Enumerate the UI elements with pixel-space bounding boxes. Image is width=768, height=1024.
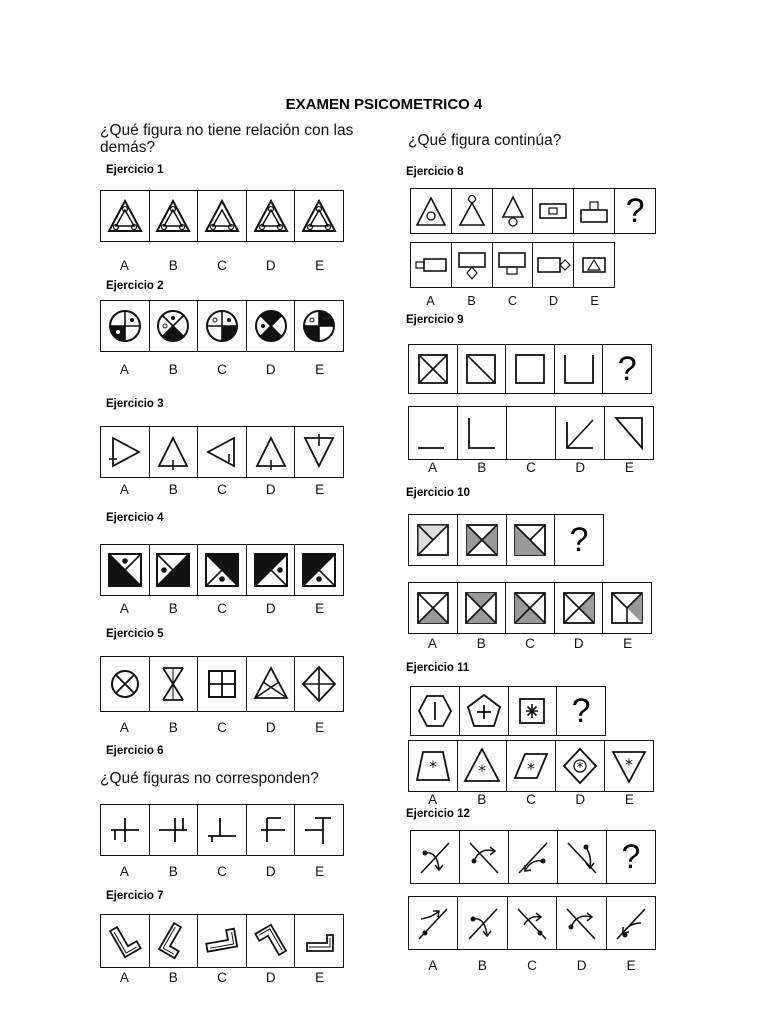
square-x-shaded-icon [463, 521, 501, 559]
e9-seq-1 [409, 345, 457, 393]
e1-option-a[interactable] [101, 191, 149, 241]
letter-b: B [477, 958, 487, 973]
e11-seq-3 [508, 687, 557, 735]
e11-seq-1 [411, 687, 459, 735]
triangle-down-star-icon [609, 746, 649, 786]
arrow-curve-icon [513, 837, 553, 877]
e7-option-e[interactable] [294, 915, 343, 967]
letter-d: D [265, 362, 276, 377]
letter-b: B [168, 970, 178, 985]
letter-b: B [168, 720, 178, 735]
e12-option-e[interactable] [606, 897, 655, 949]
e10-option-c[interactable] [505, 583, 554, 633]
exercise-1-strip [100, 190, 344, 242]
e8-option-a[interactable] [411, 243, 451, 287]
exercise-4-strip [100, 544, 344, 596]
letter-c: C [527, 958, 537, 973]
e11-option-a[interactable] [409, 741, 457, 791]
divided-circle-icon [204, 308, 240, 344]
cross-hook-icon [251, 810, 291, 850]
arrow-curve-icon [561, 903, 601, 943]
letter-e: E [315, 970, 325, 985]
open-square-icon [561, 351, 597, 387]
square-grid-icon [202, 664, 242, 704]
e7-option-b[interactable] [149, 915, 198, 967]
e8-option-b[interactable] [451, 243, 492, 287]
letter-d: D [265, 970, 276, 985]
letter-a: A [428, 460, 438, 475]
cross-hook-icon [153, 810, 193, 850]
e6-option-a[interactable] [101, 805, 149, 855]
page-title: EXAMEN PSICOMETRICO 4 [285, 96, 483, 113]
e2-option-b[interactable] [149, 301, 198, 351]
exercise-4-label: Ejercicio 4 [106, 512, 164, 524]
question-mark: ? [569, 521, 589, 559]
exercise-8-options [410, 242, 615, 288]
corner-diagonal-icon [561, 414, 599, 452]
e1-option-c[interactable] [197, 191, 246, 241]
question-mark: ? [617, 350, 637, 388]
exercise-10-sequence [408, 514, 604, 566]
letter-a: A [119, 362, 129, 377]
triangle-circle-icon [413, 193, 449, 229]
e9-seq-question [602, 345, 651, 393]
e8-seq-5 [573, 189, 614, 233]
letter-d: D [265, 864, 276, 879]
parallelogram-star-icon [511, 746, 551, 786]
e11-option-b[interactable] [457, 741, 506, 791]
letter-c: C [507, 294, 518, 308]
arrow-curve-icon [464, 837, 504, 877]
triangle-circles-icon [105, 196, 145, 236]
letter-c: C [525, 636, 535, 651]
hourglass-icon [153, 664, 193, 704]
e6-option-e[interactable] [294, 805, 343, 855]
e10-option-b[interactable] [457, 583, 506, 633]
e11-option-d[interactable] [555, 741, 604, 791]
exercise-1-label: Ejercicio 1 [106, 164, 164, 176]
exercise-8-label: Ejercicio 8 [406, 166, 464, 178]
divided-circle-icon [155, 308, 191, 344]
exercise-11-label: Ejercicio 11 [406, 662, 470, 674]
question-not-belong: ¿Qué figuras no corresponden? [100, 770, 319, 787]
e8-seq-2 [451, 189, 492, 233]
exercise-3-label: Ejercicio 3 [106, 398, 164, 410]
letter-e: E [315, 258, 325, 273]
e3-option-b[interactable] [149, 427, 198, 477]
triangle-circles-icon [251, 196, 291, 236]
square-shaded-icon [511, 521, 549, 559]
e2-option-d[interactable] [246, 301, 295, 351]
arrow-curve-icon [512, 903, 552, 943]
cross-hook-icon [202, 810, 242, 850]
triangle-right-icon [105, 432, 145, 472]
exercise-5-label: Ejercicio 5 [106, 628, 164, 640]
exercise-7-letters [100, 970, 344, 985]
e10-option-d[interactable] [554, 583, 603, 633]
letter-b: B [467, 294, 476, 308]
square-x-shaded-icon [462, 589, 500, 627]
e11-seq-question [556, 687, 605, 735]
exercise-2-label: Ejercicio 2 [106, 280, 164, 292]
square-x-shaded-icon [511, 589, 549, 627]
letter-c: C [217, 864, 227, 879]
square-x-icon [252, 551, 290, 589]
letter-c: C [217, 970, 227, 985]
exercise-8-sequence [410, 188, 656, 234]
letter-e: E [315, 482, 325, 497]
rectangle-square-icon [576, 193, 612, 229]
square-shaded-icon [608, 589, 646, 627]
corner-icon [463, 414, 501, 452]
question-what-continues: ¿Qué figura continúa? [408, 132, 562, 149]
triangle-circle-icon [454, 193, 490, 229]
e3-option-c[interactable] [197, 427, 246, 477]
e7-option-a[interactable] [101, 915, 149, 967]
triangle-corner-icon [610, 414, 648, 452]
e4-option-e[interactable] [294, 545, 343, 595]
triangle-down-icon [299, 432, 339, 472]
letter-a: A [119, 258, 129, 273]
e12-seq-question [606, 831, 655, 883]
divided-circle-icon [253, 308, 289, 344]
letter-e: E [590, 294, 599, 308]
letter-c: C [217, 601, 227, 616]
letter-c: C [526, 460, 536, 475]
letter-e: E [624, 792, 634, 807]
letter-a: A [119, 864, 129, 879]
letter-b: B [477, 460, 487, 475]
letter-a: A [119, 601, 129, 616]
square-x-shaded-icon [560, 589, 598, 627]
arrow-curve-icon [562, 837, 602, 877]
e8-seq-1 [411, 189, 451, 233]
e12-option-a[interactable] [409, 897, 457, 949]
svg-text:*: * [625, 755, 633, 774]
divided-circle-icon [301, 308, 337, 344]
e12-option-c[interactable] [507, 897, 556, 949]
e4-option-b[interactable] [149, 545, 198, 595]
letter-b: B [477, 792, 487, 807]
exercise-12-sequence [410, 830, 656, 884]
e12-seq-4 [557, 831, 606, 883]
exercise-3-strip [100, 426, 344, 478]
exercise-3-letters [100, 482, 344, 497]
e4-option-c[interactable] [197, 545, 246, 595]
svg-text:*: * [527, 759, 535, 778]
e6-option-b[interactable] [149, 805, 198, 855]
blank-icon [512, 414, 550, 452]
e2-option-c[interactable] [197, 301, 246, 351]
e8-seq-4 [532, 189, 573, 233]
cross-hook-icon [105, 810, 145, 850]
letter-d: D [265, 482, 276, 497]
exercise-2-strip [100, 300, 344, 352]
letter-e: E [624, 460, 634, 475]
e10-seq-1 [409, 515, 457, 565]
triangle-up-icon [251, 432, 291, 472]
trapezoid-star-icon [413, 746, 453, 786]
exercise-5-strip [100, 656, 344, 712]
triangle-cross-icon [251, 664, 291, 704]
e12-option-d[interactable] [556, 897, 605, 949]
exercise-1-letters [100, 258, 344, 273]
square-star-icon [513, 692, 551, 730]
letter-c: C [526, 792, 536, 807]
exercise-10-letters [408, 636, 652, 651]
e8-option-e[interactable] [573, 243, 614, 287]
exercise-9-options [408, 406, 654, 460]
letter-b: B [168, 362, 178, 377]
e8-option-c[interactable] [492, 243, 533, 287]
letter-e: E [315, 720, 325, 735]
exercise-12-options [408, 896, 656, 950]
circle-x-icon [105, 664, 145, 704]
pentagon-plus-icon [465, 692, 503, 730]
question-mark: ? [621, 838, 641, 876]
letter-d: D [575, 792, 586, 807]
triangle-left-icon [202, 432, 242, 472]
diamond-star-icon [560, 746, 600, 786]
letter-a: A [426, 294, 435, 308]
exercise-12-letters [408, 958, 656, 973]
e10-option-a[interactable] [409, 583, 457, 633]
exercise-2-letters [100, 362, 344, 377]
hexagon-line-icon [416, 692, 454, 730]
arrow-curve-icon [463, 903, 503, 943]
l-block-icon [153, 921, 193, 961]
triangle-circles-icon [153, 196, 193, 236]
letter-d: D [265, 601, 276, 616]
e9-seq-3 [505, 345, 554, 393]
rectangle-triangle-icon [576, 247, 612, 283]
exercise-6-strip [100, 804, 344, 856]
e9-option-a[interactable] [409, 407, 457, 459]
letter-e: E [626, 958, 636, 973]
letter-d: D [265, 258, 276, 273]
e5-option-d[interactable] [246, 657, 295, 711]
e6-option-d[interactable] [246, 805, 295, 855]
e8-seq-question [614, 189, 655, 233]
letter-e: E [315, 362, 325, 377]
e5-option-c[interactable] [197, 657, 246, 711]
e1-option-d[interactable] [246, 191, 295, 241]
e3-option-e[interactable] [294, 427, 343, 477]
e8-seq-3 [492, 189, 533, 233]
letter-b: B [168, 482, 178, 497]
exercise-4-letters [100, 601, 344, 616]
letter-a: A [427, 636, 437, 651]
e7-option-c[interactable] [197, 915, 246, 967]
e1-option-e[interactable] [294, 191, 343, 241]
letter-b: B [168, 864, 178, 879]
arrow-curve-icon [413, 903, 453, 943]
exercise-11-sequence [410, 686, 606, 736]
letter-a: A [119, 720, 129, 735]
square-x-icon [106, 551, 144, 589]
e10-option-e[interactable] [602, 583, 651, 633]
triangle-circle-icon [495, 193, 531, 229]
e9-option-d[interactable] [555, 407, 604, 459]
letter-e: E [315, 601, 325, 616]
letter-a: A [428, 792, 438, 807]
e7-option-d[interactable] [246, 915, 295, 967]
e2-option-a[interactable] [101, 301, 149, 351]
letter-c: C [217, 258, 227, 273]
e8-option-d[interactable] [532, 243, 573, 287]
letter-c: C [217, 482, 227, 497]
e11-option-e[interactable] [604, 741, 653, 791]
exercise-10-options [408, 582, 652, 634]
exercise-12-label: Ejercicio 12 [406, 808, 470, 820]
triangle-up-icon [153, 432, 193, 472]
square-x-shaded-icon [414, 589, 452, 627]
exercise-5-letters [100, 720, 344, 735]
rectangle-square-icon [413, 247, 449, 283]
e12-seq-1 [411, 831, 459, 883]
letter-d: D [575, 460, 586, 475]
exercise-7-label: Ejercicio 7 [106, 890, 164, 902]
triangle-circles-icon [299, 196, 339, 236]
e9-seq-2 [457, 345, 506, 393]
letter-b: B [476, 636, 486, 651]
divided-circle-icon [107, 308, 143, 344]
l-block-icon [251, 921, 291, 961]
triangle-star-icon [462, 746, 502, 786]
arrow-curve-icon [415, 837, 455, 877]
e5-option-e[interactable] [294, 657, 343, 711]
square-x-icon [415, 351, 451, 387]
exercise-9-letters [408, 460, 654, 475]
e4-option-a[interactable] [101, 545, 149, 595]
triangle-circles-icon [202, 196, 242, 236]
letter-e: E [623, 636, 633, 651]
e1-option-b[interactable] [149, 191, 198, 241]
letter-a: A [119, 970, 129, 985]
e2-option-e[interactable] [294, 301, 343, 351]
e5-option-b[interactable] [149, 657, 198, 711]
square-diagonal-icon [463, 351, 499, 387]
letter-b: B [168, 258, 178, 273]
question-mark: ? [571, 692, 591, 730]
e3-option-a[interactable] [101, 427, 149, 477]
svg-text:*: * [478, 761, 486, 780]
letter-d: D [576, 958, 587, 973]
exercise-8-letters [410, 294, 615, 308]
l-block-icon [202, 921, 242, 961]
e12-seq-2 [459, 831, 508, 883]
e3-option-d[interactable] [246, 427, 295, 477]
e12-seq-3 [508, 831, 557, 883]
rectangle-square-icon [535, 193, 571, 229]
rectangle-diamond-icon [454, 247, 490, 283]
e10-seq-question [554, 515, 603, 565]
letter-c: C [217, 362, 227, 377]
exercise-6-letters [100, 864, 344, 879]
l-block-icon [299, 921, 339, 961]
square-shaded-icon [414, 521, 452, 559]
rectangle-diamond-icon [535, 247, 571, 283]
square-x-icon [154, 551, 192, 589]
exercise-9-label: Ejercicio 9 [406, 314, 464, 326]
e9-option-e[interactable] [604, 407, 653, 459]
exercise-10-label: Ejercicio 10 [406, 487, 470, 499]
question-mark: ? [625, 192, 645, 230]
letter-a: A [119, 482, 129, 497]
e4-option-d[interactable] [246, 545, 295, 595]
letter-d: D [265, 720, 276, 735]
arrow-curve-icon [611, 903, 651, 943]
rectangle-square-icon [494, 247, 530, 283]
svg-text:*: * [576, 760, 584, 776]
letter-a: A [428, 958, 438, 973]
letter-d: D [573, 636, 584, 651]
svg-text:*: * [429, 757, 437, 776]
letter-e: E [315, 864, 325, 879]
e9-option-c[interactable] [506, 407, 555, 459]
line-icon [414, 414, 452, 452]
l-block-icon [105, 921, 145, 961]
letter-d: D [548, 294, 559, 308]
e9-option-b[interactable] [457, 407, 506, 459]
exercise-7-strip [100, 914, 344, 968]
e9-seq-4 [554, 345, 603, 393]
square-x-icon [300, 551, 338, 589]
e11-seq-2 [459, 687, 508, 735]
square-x-icon [203, 551, 241, 589]
exercise-11-options [408, 740, 654, 792]
e11-option-c[interactable] [506, 741, 555, 791]
letter-c: C [217, 720, 227, 735]
exercise-11-letters [408, 792, 654, 807]
diamond-cross-icon [299, 664, 339, 704]
question-odd-one-out: ¿Qué figura no tiene relación con las demás? [100, 122, 354, 156]
e10-seq-2 [457, 515, 506, 565]
exercise-6-label: Ejercicio 6 [106, 745, 164, 757]
e12-option-b[interactable] [457, 897, 506, 949]
square-icon [512, 351, 548, 387]
letter-b: B [168, 601, 178, 616]
e5-option-a[interactable] [101, 657, 149, 711]
exercise-9-sequence [408, 344, 652, 394]
e10-seq-3 [506, 515, 555, 565]
e6-option-c[interactable] [197, 805, 246, 855]
cross-hook-icon [299, 810, 339, 850]
